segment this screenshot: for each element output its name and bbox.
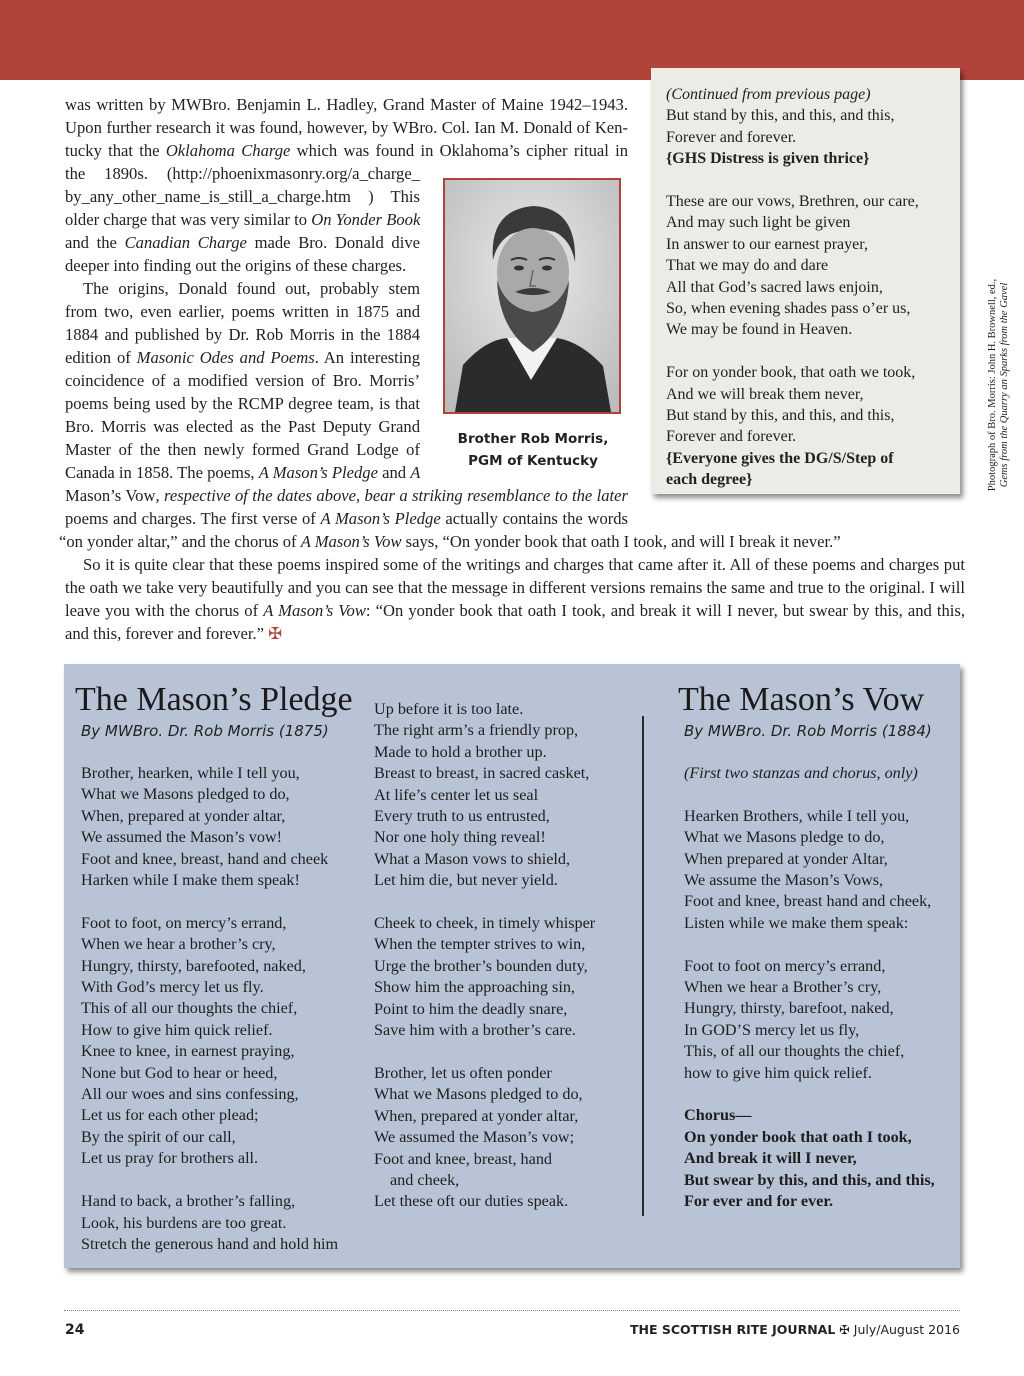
article-line: Mason’s Vow, respective of the dates above, bear a striking resemblance to the later	[65, 486, 628, 505]
sidebar-stanza-2	[666, 191, 946, 341]
sidebar-cue-1: {GHS Distress is given thrice}	[666, 150, 870, 168]
poem-line: Brother, hearken, while I tell you,	[81, 764, 300, 782]
poem-line: We assumed the Mason’s vow;	[374, 1128, 575, 1147]
article-line: and the Canadian Charge made Bro. Donald dive	[65, 233, 420, 252]
vow-note: (First two stanzas and chorus, only)	[684, 764, 918, 782]
caption-line-1: Brother Rob Morris,	[457, 431, 609, 447]
article-line: The origins, Donald found out, probably stem	[83, 279, 420, 298]
pledge-column-1	[81, 763, 338, 1255]
vow-byline: By MWBro. Dr. Rob Morris (1884)	[684, 722, 932, 740]
poem-line: None but God to hear or heed,	[81, 1063, 278, 1082]
article-line: “on yonder altar,” and the chorus of A Mason’s Vow says, “On yonder book that oath I took, and will I break it never.”	[59, 532, 841, 551]
chorus-line: On yonder book that oath I took,	[684, 1127, 912, 1146]
poem-line: We assume the Mason’s Vows,	[684, 871, 884, 890]
poem-line: Listen while we make them speak:	[684, 913, 909, 932]
article-line: coincidence of a modified version of Bro. Morris’	[65, 371, 420, 390]
p3-end: : “On yonder book that oath I took, and break it will I never, but swear by this, and this, and this, forever and forever.”	[65, 601, 966, 643]
sidebar-line: And we will break them never,	[666, 385, 864, 403]
chorus-line: And break it will I never,	[684, 1149, 857, 1168]
poem-line: how to give him quick relief.	[684, 1063, 872, 1082]
sidebar-line: And may such light be given	[666, 214, 851, 232]
vow-column	[684, 763, 935, 1212]
sidebar-line: In answer to our earnest prayer,	[666, 235, 868, 253]
poem-line: This of all our thoughts the chief,	[81, 999, 298, 1018]
poem-line: How to give him quick relief.	[81, 1020, 273, 1039]
sidebar-line: But stand by this, and this, and this,	[666, 107, 895, 125]
poem-line: Foot to foot, on mercy’s errand,	[81, 913, 287, 932]
poem-line: When we hear a Brother’s cry,	[684, 978, 882, 997]
journal-issue: July/August 2016	[853, 1322, 960, 1337]
poem-line: Point to him the deadly snare,	[374, 999, 568, 1018]
article-line: poems and charges. The first verse of A Mason’s Pledge actually contains the words	[65, 509, 629, 528]
sidebar-cue-2a: {Everyone gives the DG/S/Step of	[666, 449, 894, 467]
end-mark-icon: ✠	[268, 624, 283, 643]
poem-line: When the tempter strives to win,	[374, 935, 586, 954]
credit-line-2: Gems from the Quarry an Sparks from the Gavel	[999, 282, 1010, 488]
article-line: Canada in 1858. The poems, A Mason’s Pledge and A	[65, 463, 421, 482]
poem-line: At life’s center let us seal	[374, 785, 539, 804]
sidebar-line: Forever and forever.	[666, 128, 797, 146]
poem-line: We assumed the Mason’s vow!	[81, 828, 283, 847]
pledge-byline: By MWBro. Dr. Rob Morris (1875)	[81, 722, 329, 740]
sidebar-line: These are our vows, Brethren, our care,	[666, 193, 919, 211]
article-line: edition of Masonic Odes and Poems. An interesting	[65, 348, 420, 367]
sidebar-line: So, when evening shades pass o’er us,	[666, 300, 911, 318]
continued-note: (Continued from previous page)	[666, 86, 871, 103]
vow-title: The Mason’s Vow	[678, 681, 925, 718]
poem-line: Made to hold a brother up.	[374, 742, 547, 761]
article-line: Bro. Morris was elected as the Past Deputy Grand	[65, 417, 420, 436]
poem-line: Stretch the generous hand and hold him	[81, 1234, 339, 1253]
poem-line: Foot and knee, breast, hand and cheek	[81, 849, 329, 868]
poem-line: Harken while I make them speak!	[81, 871, 300, 890]
photo-credit	[986, 260, 1012, 510]
poem-line: Hungry, thirsty, barefoot, naked,	[684, 999, 894, 1018]
poem-line: Hand to back, a brother’s falling,	[81, 1192, 296, 1211]
sidebar-cue-2b: each degree}	[666, 471, 753, 489]
caption-line-2: PGM of Kentucky	[468, 453, 598, 469]
article-line: older charge that was very similar to On Yonder Book	[65, 210, 421, 229]
poem-line: Brother, let us often ponder	[374, 1063, 552, 1082]
chorus-label: Chorus—	[684, 1106, 752, 1125]
poem-line: Hungry, thirsty, barefooted, naked,	[81, 956, 306, 975]
poem-line: The right arm’s a friendly prop,	[374, 721, 579, 740]
poem-line: Breast to breast, in sacred casket,	[374, 764, 590, 783]
p3-italic: A Mason’s Vow	[263, 601, 366, 620]
journal-footer	[630, 1322, 960, 1337]
poem-line: Let him die, but never yield.	[374, 871, 558, 890]
article-line: was written by MWBro. Benjamin L. Hadley, Grand Master of Maine 1942–1943.	[65, 95, 628, 114]
poem-line: What we Masons pledged to do,	[374, 1085, 583, 1104]
poem-line: When prepared at yonder Altar,	[684, 849, 888, 868]
poem-line: When, prepared at yonder altar,	[81, 806, 286, 825]
poem-line: Save him with a brother’s care.	[374, 1021, 576, 1040]
journal-cross-icon: ✠	[839, 1322, 850, 1337]
poem-line: Let these oft our duties speak.	[374, 1192, 569, 1211]
sidebar-line: Forever and forever.	[666, 428, 797, 446]
article-line: 1884 and published by Dr. Rob Morris in the 1884	[65, 325, 420, 344]
poem-line: Look, his burdens are too great.	[81, 1213, 287, 1232]
footer-rule	[64, 1310, 960, 1311]
portrait-photo	[443, 178, 621, 414]
article-line: poems being used by the RCMP degree team, is that	[65, 394, 420, 413]
poem-line: Show him the approaching sin,	[374, 978, 575, 997]
journal-name: THE SCOTTISH RITE JOURNAL	[629, 1322, 836, 1337]
sidebar-stanza-1	[666, 105, 946, 148]
poem-line: With God’s mercy let us fly.	[81, 978, 264, 997]
poem-line: Foot and knee, breast, hand	[374, 1149, 553, 1168]
sidebar-line: For on yonder book, that oath we took,	[666, 364, 916, 382]
chorus-line: For ever and for ever.	[684, 1192, 834, 1211]
poem-line: This, of all our thoughts the chief,	[684, 1042, 905, 1061]
sidebar-line: But stand by this, and this, and this,	[666, 407, 895, 425]
pledge-column-2	[374, 699, 595, 1213]
photo-caption	[440, 428, 626, 472]
credit-line-1: Photograph of Bro. Morris: John H. Brownell, ed.,	[987, 278, 998, 492]
poem-line: When, prepared at yonder altar,	[374, 1106, 579, 1125]
sidebar-line: All that God’s sacred laws enjoin,	[666, 278, 883, 296]
poem-line: Foot and knee, breast hand and cheek,	[684, 892, 932, 911]
sidebar-line: That we may do and dare	[666, 257, 829, 275]
chorus-line: But swear by this, and this, and this,	[684, 1170, 935, 1189]
article-paragraph-3	[65, 553, 965, 645]
article-line: tucky that the Oklahoma Charge which was found in Oklahoma’s cipher ritual in	[65, 141, 629, 160]
article-line: Upon further research it was found, however, by WBro. Col. Ian M. Donald of Ken-	[65, 118, 628, 137]
article-line: from two, even earlier, poems written in 1875 and	[65, 302, 420, 321]
sidebar-stanza-3	[666, 362, 946, 448]
article-line: deeper into finding out the origins of these charges.	[65, 256, 407, 275]
article-line: Master of the then newly formed Grand Lodge of	[65, 440, 420, 459]
poem-line: What we Masons pledge to do,	[684, 828, 885, 847]
poem-line: Let us for each other plead;	[81, 1106, 259, 1125]
p3-text: So it is quite clear that these poems inspired some of the writings and charges that came after it. All of these poems and charges put the oath we take very beautifully and you can see that the message in different versions remains the same and true to the original. I will leave you with the chorus of	[65, 555, 965, 620]
article-line: the 1890s. (http://phoenixmasonry.org/a_charge_	[65, 164, 420, 183]
poem-line: By the spirit of our call,	[81, 1127, 236, 1146]
poem-line: What we Masons pledged to do,	[81, 785, 290, 804]
poem-line: and cheek,	[390, 1170, 460, 1189]
poem-line: All our woes and sins confessing,	[81, 1085, 299, 1104]
poem-line: When we hear a brother’s cry,	[81, 935, 276, 954]
poem-line: In GOD’S mercy let us fly,	[684, 1020, 860, 1039]
poem-line: Cheek to cheek, in timely whisper	[374, 914, 596, 933]
poem-line: Let us pray for brothers all.	[81, 1149, 259, 1168]
poem-line: Foot to foot on mercy’s errand,	[684, 956, 886, 975]
poem-line: Knee to knee, in earnest praying,	[81, 1042, 295, 1061]
poem-line: Every truth to us entrusted,	[374, 807, 550, 826]
column-divider	[642, 716, 644, 1216]
article-line: by_any_other_name_is_still_a_charge.htm ) This	[65, 187, 420, 206]
continued-sidebar	[651, 68, 960, 494]
poem-line: Up before it is too late.	[374, 700, 524, 718]
sidebar-line: We may be found in Heaven.	[666, 321, 853, 339]
poem-line: Urge the brother’s bounden duty,	[374, 956, 588, 975]
poem-line: What a Mason vows to shield,	[374, 849, 571, 868]
pledge-title: The Mason’s Pledge	[75, 681, 353, 718]
page-number: 24	[65, 1322, 85, 1338]
poem-line: Nor one holy thing reveal!	[374, 828, 546, 847]
poem-line: Hearken Brothers, while I tell you,	[684, 806, 910, 825]
